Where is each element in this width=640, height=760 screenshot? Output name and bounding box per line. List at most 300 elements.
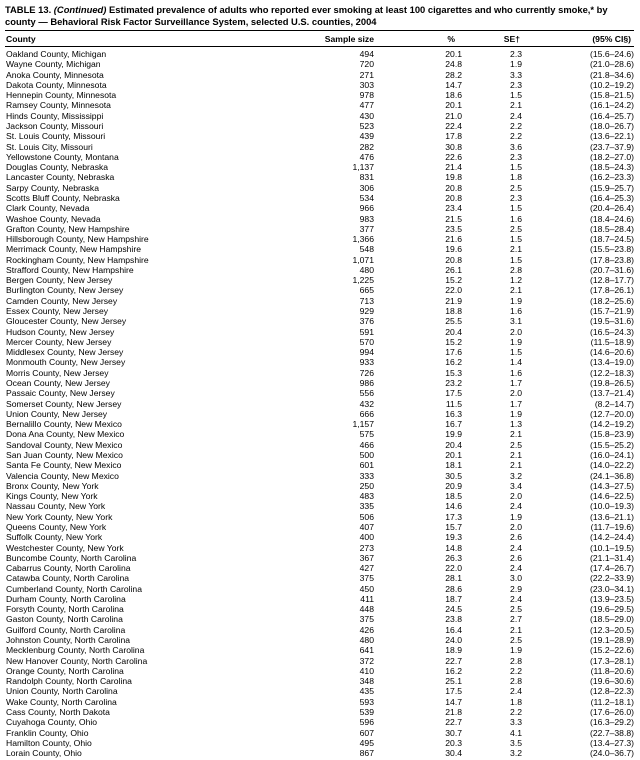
n-cell: 495 (359, 737, 374, 748)
ci-cell: (19.8–26.5) (590, 378, 634, 388)
ci-cell: (14.0–22.2) (590, 460, 634, 471)
table-row (5, 738, 634, 748)
county-cell: Westchester County, New York (6, 542, 124, 553)
pct-cell: 28.2 (445, 69, 462, 80)
n-cell: 986 (359, 378, 374, 388)
county-cell: Mecklenburg County, North Carolina (6, 645, 145, 656)
pct-cell: 17.5 (445, 686, 462, 697)
table-title-text: Estimated prevalence of adults who reported ever smoking at least 100 cigarettes and who currently smoke,* by county — Behavioral Risk Factor Surveillance System, selected U.S. counties, 2004 (5, 4, 608, 27)
ci-cell: (15.2–22.6) (590, 645, 634, 656)
n-cell: 506 (359, 511, 374, 522)
county-cell: Gaston County, North Carolina (6, 614, 123, 625)
ci-cell: (21.0–28.6) (590, 59, 634, 70)
ci-cell: (11.2–18.1) (590, 696, 634, 707)
n-cell: 1,157 (352, 419, 374, 430)
pct-cell: 16.2 (445, 357, 462, 368)
table-row (5, 460, 634, 470)
ci-cell: (13.9–23.5) (590, 593, 634, 604)
ci-cell: (16.1–24.2) (590, 100, 634, 111)
county-cell: Anoka County, Minnesota (6, 69, 104, 80)
county-cell: Union County, New Jersey (6, 408, 108, 419)
se-cell: 2.8 (510, 264, 522, 275)
se-cell: 3.4 (510, 480, 522, 491)
n-cell: 570 (359, 336, 374, 347)
ci-cell: (22.2–33.9) (590, 573, 634, 584)
se-cell: 2.5 (510, 182, 522, 193)
ci-cell: (16.2–23.3) (590, 172, 634, 183)
n-cell: 400 (359, 532, 374, 543)
table-row (5, 275, 634, 285)
n-cell: 713 (359, 295, 374, 306)
n-cell: 427 (359, 563, 374, 574)
se-cell: 1.5 (510, 347, 522, 358)
n-cell: 494 (359, 49, 374, 59)
pct-cell: 18.1 (445, 460, 462, 471)
n-cell: 377 (359, 223, 374, 234)
n-cell: 335 (359, 501, 374, 512)
ci-cell: (12.2–18.3) (590, 367, 634, 378)
county-cell: St. Louis City, Missouri (6, 141, 93, 152)
se-cell: 1.9 (510, 336, 522, 347)
se-cell: 3.1 (510, 316, 522, 327)
n-cell: 831 (359, 172, 374, 183)
county-cell: Hudson County, New Jersey (6, 326, 115, 337)
table-row (5, 234, 634, 244)
column-header-county: County (5, 31, 302, 47)
table-row (5, 152, 634, 162)
ci-cell: (18.0–26.7) (590, 120, 634, 131)
ci-cell: (18.4–24.6) (590, 213, 634, 224)
se-cell: 2.3 (510, 79, 522, 90)
n-cell: 439 (359, 131, 374, 142)
ci-cell: (18.5–28.4) (590, 223, 634, 234)
ci-cell: (15.7–21.9) (590, 306, 634, 317)
se-cell: 2.1 (510, 449, 522, 460)
table-row (5, 532, 634, 542)
se-cell: 2.5 (510, 223, 522, 234)
se-cell: 2.0 (510, 326, 522, 337)
n-cell: 480 (359, 635, 374, 646)
county-cell: Morris County, New Jersey (6, 367, 109, 378)
se-cell: 1.7 (510, 398, 522, 409)
pct-cell: 18.5 (445, 491, 462, 502)
n-cell: 466 (359, 439, 374, 450)
pct-cell: 17.5 (445, 388, 462, 399)
pct-cell: 14.6 (445, 501, 462, 512)
pct-cell: 11.5 (445, 398, 462, 409)
table-row (5, 378, 634, 388)
pct-cell: 15.2 (445, 336, 462, 347)
county-cell: Queens County, New York (6, 521, 107, 532)
se-cell: 3.2 (510, 470, 522, 481)
pct-cell: 15.2 (445, 275, 462, 286)
n-cell: 250 (359, 480, 374, 491)
county-cell: Jackson County, Missouri (6, 120, 104, 131)
pct-cell: 20.8 (445, 254, 462, 265)
table-row (5, 327, 634, 337)
pct-cell: 28.1 (445, 573, 462, 584)
se-cell: 1.5 (510, 254, 522, 265)
ci-cell: (14.2–19.2) (590, 419, 634, 430)
table-row (5, 347, 634, 357)
table-row (5, 172, 634, 182)
n-cell: 450 (359, 583, 374, 594)
se-cell: 2.8 (510, 655, 522, 666)
se-cell: 2.1 (510, 100, 522, 111)
ci-cell: (15.6–24.6) (590, 49, 634, 59)
n-cell: 282 (359, 141, 374, 152)
table-row (5, 707, 634, 717)
pct-cell: 18.6 (445, 90, 462, 101)
table-row (5, 543, 634, 553)
se-cell: 1.8 (510, 172, 522, 183)
county-cell: Lorain County, Ohio (6, 748, 82, 759)
table-row (5, 47, 634, 60)
table-row (5, 501, 634, 511)
se-cell: 2.9 (510, 583, 522, 594)
table-row (5, 686, 634, 696)
n-cell: 271 (359, 69, 374, 80)
county-cell: Cumberland County, North Carolina (6, 583, 142, 594)
se-cell: 1.8 (510, 696, 522, 707)
se-cell: 2.3 (510, 192, 522, 203)
table-row (5, 656, 634, 666)
se-cell: 1.9 (510, 295, 522, 306)
se-cell: 2.4 (510, 501, 522, 512)
table-row (5, 285, 634, 295)
county-cell: Forsyth County, North Carolina (6, 604, 124, 615)
table-row (5, 388, 634, 398)
ci-cell: (10.2–19.2) (590, 79, 634, 90)
se-cell: 1.5 (510, 234, 522, 245)
ci-cell: (15.9–25.7) (590, 182, 634, 193)
ci-cell: (14.2–24.4) (590, 532, 634, 543)
se-cell: 1.6 (510, 213, 522, 224)
n-cell: 929 (359, 306, 374, 317)
n-cell: 367 (359, 552, 374, 563)
n-cell: 548 (359, 244, 374, 255)
column-header-ci: (95% CI§) (522, 31, 634, 47)
n-cell: 966 (359, 203, 374, 214)
table-row (5, 337, 634, 347)
table-row (5, 255, 634, 265)
table-row (5, 471, 634, 481)
table-row (5, 142, 634, 152)
pct-cell: 30.4 (445, 748, 462, 759)
n-cell: 534 (359, 192, 374, 203)
county-cell: Cuyahoga County, Ohio (6, 717, 98, 728)
n-cell: 306 (359, 182, 374, 193)
county-cell: Randolph County, North Carolina (6, 676, 132, 687)
county-cell: Rockingham County, New Hampshire (6, 254, 149, 265)
n-cell: 591 (359, 326, 374, 337)
table-row (5, 625, 634, 635)
se-cell: 3.5 (510, 737, 522, 748)
n-cell: 641 (359, 645, 374, 656)
table-row (5, 399, 634, 409)
county-cell: Scotts Bluff County, Nebraska (6, 192, 120, 203)
pct-cell: 24.0 (445, 635, 462, 646)
pct-cell: 26.3 (445, 552, 462, 563)
county-cell: Ramsey County, Minnesota (6, 100, 111, 111)
county-cell: Passaic County, New Jersey (6, 388, 115, 399)
table-row (5, 491, 634, 501)
ci-cell: (21.1–31.4) (590, 552, 634, 563)
n-cell: 1,071 (352, 254, 374, 265)
n-cell: 476 (359, 151, 374, 162)
table-row (5, 429, 634, 439)
pct-cell: 18.9 (445, 645, 462, 656)
pct-cell: 25.5 (445, 316, 462, 327)
n-cell: 410 (359, 665, 374, 676)
table-title-number: TABLE 13. (5, 4, 52, 15)
pct-cell: 22.7 (445, 655, 462, 666)
n-cell: 372 (359, 655, 374, 666)
n-cell: 607 (359, 727, 374, 738)
se-cell: 2.1 (510, 429, 522, 440)
county-cell: Strafford County, New Hampshire (6, 264, 134, 275)
ci-cell: (20.4–26.4) (590, 203, 634, 214)
n-cell: 273 (359, 542, 374, 553)
ci-cell: (12.7–20.0) (590, 408, 634, 419)
county-cell: Cabarrus County, North Carolina (6, 563, 131, 574)
ci-cell: (15.5–25.2) (590, 439, 634, 450)
se-cell: 2.1 (510, 624, 522, 635)
se-cell: 2.0 (510, 491, 522, 502)
table-row (5, 697, 634, 707)
se-cell: 1.5 (510, 90, 522, 101)
county-cell: Sandoval County, New Mexico (6, 439, 123, 450)
n-cell: 435 (359, 686, 374, 697)
column-header-se: SE† (462, 31, 522, 47)
ci-cell: (17.3–28.1) (590, 655, 634, 666)
table-title (5, 4, 634, 31)
table-row (5, 121, 634, 131)
county-cell: Bernalillo County, New Mexico (6, 419, 122, 430)
n-cell: 448 (359, 604, 374, 615)
county-cell: Catawba County, North Carolina (6, 573, 130, 584)
pct-cell: 28.6 (445, 583, 462, 594)
n-cell: 593 (359, 696, 374, 707)
county-cell: Orange County, North Carolina (6, 665, 124, 676)
n-cell: 348 (359, 676, 374, 687)
county-cell: Middlesex County, New Jersey (6, 347, 124, 358)
table-row (5, 563, 634, 573)
se-cell: 1.9 (510, 511, 522, 522)
se-cell: 1.5 (510, 162, 522, 173)
pct-cell: 15.7 (445, 521, 462, 532)
table-row (5, 265, 634, 275)
county-cell: Hinds County, Mississippi (6, 110, 104, 121)
ci-cell: (17.4–26.7) (590, 563, 634, 574)
ci-cell: (18.5–24.3) (590, 162, 634, 173)
pct-cell: 21.4 (445, 162, 462, 173)
pct-cell: 23.4 (445, 203, 462, 214)
county-cell: Somerset County, New Jersey (6, 398, 122, 409)
se-cell: 2.0 (510, 521, 522, 532)
n-cell: 1,225 (352, 275, 374, 286)
county-cell: Clark County, Nevada (6, 203, 90, 214)
se-cell: 2.5 (510, 439, 522, 450)
pct-cell: 20.1 (445, 449, 462, 460)
pct-cell: 20.1 (445, 100, 462, 111)
se-cell: 2.8 (510, 676, 522, 687)
county-cell: Franklin County, Ohio (6, 727, 89, 738)
se-cell: 2.6 (510, 532, 522, 543)
pct-cell: 17.3 (445, 511, 462, 522)
pct-cell: 21.6 (445, 234, 462, 245)
se-cell: 2.5 (510, 604, 522, 615)
table-row (5, 584, 634, 594)
ci-cell: (14.3–27.5) (590, 480, 634, 491)
pct-cell: 21.9 (445, 295, 462, 306)
n-cell: 407 (359, 521, 374, 532)
se-cell: 2.1 (510, 285, 522, 296)
pct-cell: 16.2 (445, 665, 462, 676)
ci-cell: (14.6–20.6) (590, 347, 634, 358)
pct-cell: 14.8 (445, 542, 462, 553)
county-cell: Camden County, New Jersey (6, 295, 118, 306)
se-cell: 1.6 (510, 367, 522, 378)
pct-cell: 23.8 (445, 614, 462, 625)
table-row (5, 728, 634, 738)
se-cell: 2.2 (510, 665, 522, 676)
table-row (5, 481, 634, 491)
se-cell: 2.4 (510, 593, 522, 604)
n-cell: 480 (359, 264, 374, 275)
county-cell: Oakland County, Michigan (6, 49, 107, 59)
pct-cell: 16.3 (445, 408, 462, 419)
ci-cell: (23.0–34.1) (590, 583, 634, 594)
ci-cell: (12.8–17.7) (590, 275, 634, 286)
table-row (5, 306, 634, 316)
ci-cell: (18.2–25.6) (590, 295, 634, 306)
se-cell: 1.3 (510, 419, 522, 430)
ci-cell: (14.6–22.5) (590, 491, 634, 502)
n-cell: 933 (359, 357, 374, 368)
ci-cell: (18.7–24.5) (590, 234, 634, 245)
se-cell: 3.0 (510, 573, 522, 584)
county-cell: Wake County, North Carolina (6, 696, 117, 707)
ci-cell: (13.6–21.1) (590, 511, 634, 522)
county-cell: Santa Fe County, New Mexico (6, 460, 122, 471)
se-cell: 2.2 (510, 131, 522, 142)
ci-cell: (19.1–28.9) (590, 635, 634, 646)
ci-cell: (11.8–20.6) (590, 665, 634, 676)
pct-cell: 30.8 (445, 141, 462, 152)
ci-cell: (11.5–18.9) (590, 336, 634, 347)
se-cell: 3.3 (510, 69, 522, 80)
pct-cell: 22.0 (445, 563, 462, 574)
county-cell: Cass County, North Dakota (6, 707, 110, 717)
pct-cell: 22.7 (445, 717, 462, 728)
county-cell: Lancaster County, Nebraska (6, 172, 115, 183)
pct-cell: 20.4 (445, 439, 462, 450)
table-row (5, 512, 634, 522)
se-cell: 2.3 (510, 49, 522, 59)
se-cell: 1.2 (510, 275, 522, 286)
pct-cell: 18.8 (445, 306, 462, 317)
pct-cell: 21.5 (445, 213, 462, 224)
se-cell: 2.4 (510, 542, 522, 553)
pct-cell: 22.0 (445, 285, 462, 296)
table-row (5, 409, 634, 419)
pct-cell: 18.7 (445, 593, 462, 604)
table-row (5, 162, 634, 172)
se-cell: 2.6 (510, 552, 522, 563)
county-cell: Gloucester County, New Jersey (6, 316, 127, 327)
table-row (5, 666, 634, 676)
county-cell: Guilford County, North Carolina (6, 624, 126, 635)
ci-cell: (11.7–19.6) (590, 521, 634, 532)
county-cell: Burlington County, New Jersey (6, 285, 124, 296)
se-cell: 3.2 (510, 748, 522, 759)
county-cell: Douglas County, Nebraska (6, 162, 109, 173)
n-cell: 539 (359, 707, 374, 717)
county-cell: Wayne County, Michigan (6, 59, 101, 70)
ci-cell: (12.3–20.5) (590, 624, 634, 635)
county-cell: St. Louis County, Missouri (6, 131, 106, 142)
table-row (5, 440, 634, 450)
n-cell: 375 (359, 614, 374, 625)
county-cell: San Juan County, New Mexico (6, 449, 123, 460)
table-row (5, 183, 634, 193)
county-cell: Johnston County, North Carolina (6, 635, 131, 646)
n-cell: 1,366 (352, 234, 374, 245)
pct-cell: 20.1 (445, 49, 462, 59)
table-body (5, 47, 634, 759)
county-cell: Nassau County, New York (6, 501, 106, 512)
county-cell: Hennepin County, Minnesota (6, 90, 117, 101)
se-cell: 2.4 (510, 563, 522, 574)
n-cell: 426 (359, 624, 374, 635)
ci-cell: (16.4–25.7) (590, 110, 634, 121)
ci-cell: (15.8–21.5) (590, 90, 634, 101)
table-row (5, 316, 634, 326)
table-row (5, 450, 634, 460)
pct-cell: 16.4 (445, 624, 462, 635)
n-cell: 575 (359, 429, 374, 440)
table-row (5, 573, 634, 583)
n-cell: 601 (359, 460, 374, 471)
pct-cell: 26.1 (445, 264, 462, 275)
pct-cell: 25.1 (445, 676, 462, 687)
county-cell: Washoe County, Nevada (6, 213, 101, 224)
table-row (5, 419, 634, 429)
n-cell: 1,137 (352, 162, 374, 173)
county-cell: New Hanover County, North Carolina (6, 655, 148, 666)
county-cell: Valencia County, New Mexico (6, 470, 119, 481)
pct-cell: 21.8 (445, 707, 462, 717)
pct-cell: 23.5 (445, 223, 462, 234)
ci-cell: (13.6–22.1) (590, 131, 634, 142)
n-cell: 303 (359, 79, 374, 90)
se-cell: 2.5 (510, 635, 522, 646)
table-title-continued: (Continued) (53, 4, 107, 15)
se-cell: 1.7 (510, 378, 522, 388)
table-row (5, 604, 634, 614)
ci-cell: (16.4–25.3) (590, 192, 634, 203)
ci-cell: (17.8–26.1) (590, 285, 634, 296)
se-cell: 1.9 (510, 645, 522, 656)
table-row (5, 717, 634, 727)
ci-cell: (23.7–37.9) (590, 141, 634, 152)
county-cell: Sarpy County, Nebraska (6, 182, 99, 193)
ci-cell: (19.5–31.6) (590, 316, 634, 327)
se-cell: 2.0 (510, 388, 522, 399)
county-cell: Ocean County, New Jersey (6, 378, 110, 388)
se-cell: 1.5 (510, 203, 522, 214)
